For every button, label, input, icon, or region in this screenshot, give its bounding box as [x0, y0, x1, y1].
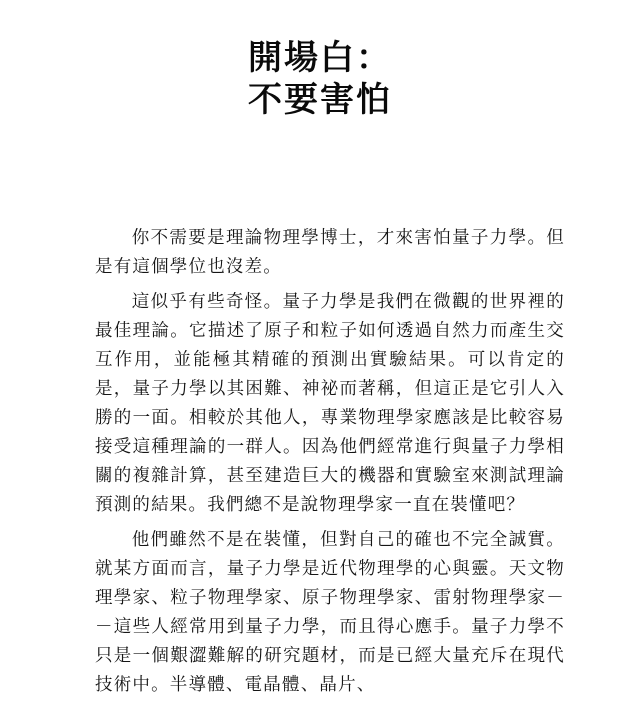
- paragraph-2: 這似乎有些奇怪。量子力學是我們在微觀的世界裡的最佳理論。它描述了原子和粒子如何透過自然力而產生交互作用，並能極其精確的預測出實驗結果。可以肯定的是，量子力學以其困難、神祕而著稱，但這正是它引人入勝的一面。相較於其他人，專業物理學家應該是比較容易接受這種理論的一群人。因為他們經常進行與量子力學相關的複雜計算，甚至建造巨大的機器和實驗室來測試理論預測的結果。我們總不是說物理學家一直在裝懂吧？: [95, 292, 565, 515]
- paragraph-3: 他們雖然不是在裝懂，但對自己的確也不完全誠實。就某方面而言，量子力學是近代物理學的心與靈。天文物理學家、粒子物理學家、原子物理學家、雷射物理學家－－這些人經常用到量子力學，而且得心應手。量子力學不只是一個艱澀難解的研究題材，而是已經大量充斥在現代技術中。半導體、電晶體、晶片、: [95, 530, 565, 695]
- chapter-title: [0, 37, 640, 121]
- chapter-title-line-2: 不要害怕: [248, 79, 392, 120]
- paragraph-1: 你不需要是理論物理學博士，才來害怕量子力學。但是有這個學位也沒差。: [95, 228, 565, 277]
- chapter-title-line-1: 開場白：: [248, 37, 392, 78]
- body-text: [95, 224, 565, 706]
